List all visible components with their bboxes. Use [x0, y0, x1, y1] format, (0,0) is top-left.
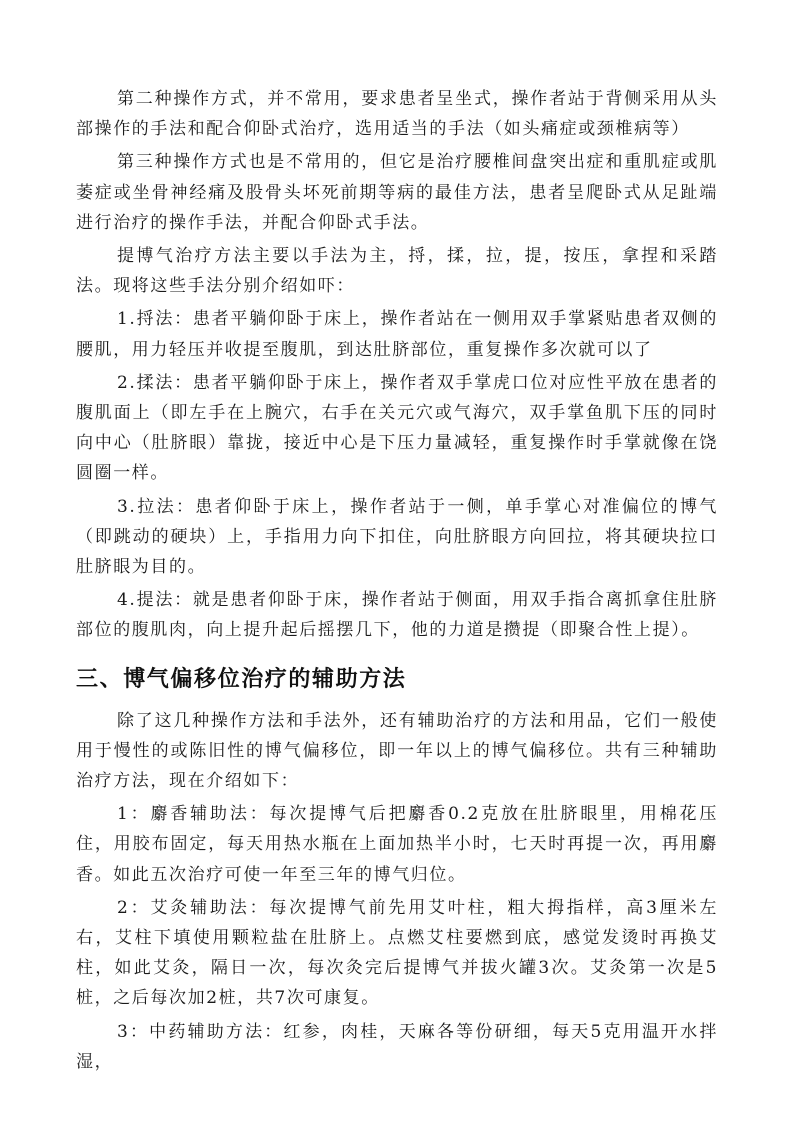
paragraph-technique-pulling: 3.拉法：患者仰卧于床上，操作者站于一侧，单手掌心对准偏位的博气（即跳动的硬块）上，手指用力向下扣住，向肚脐眼方向回拉，将其硬块拉口肚脐眼为目的。 — [76, 496, 718, 578]
paragraph-second-operation-method: 第二种操作方式，并不常用，要求患者呈坐式，操作者站于背侧采用从头部操作的手法和配合仰卧式治疗，选用适当的手法（如头痛症或颈椎病等） — [76, 89, 718, 140]
paragraph-technique-kneading: 2.揉法：患者平躺仰卧于床上，操作者双手掌虎口位对应性平放在患者的腹肌面上（即左手在上腕穴，右手在关元穴或气海穴，双手掌鱼肌下压的同时向中心（肚脐眼）靠拢，接近中心是下压力量减轻，重复操作时手掌就像在饶圆圈一样。 — [76, 372, 718, 484]
paragraph-techniques-intro: 提博气治疗方法主要以手法为主，捋，揉，拉，提，按压，拿捏和采踏法。现将这些手法分别介绍如吓： — [76, 246, 718, 297]
paragraph-moxibustion-method: 2：艾灸辅助法：每次提博气前先用艾叶柱，粗大拇指样，高3厘米左右，艾柱下填使用颗粒盐在肚脐上。点燃艾柱要燃到底，感觉发烫时再换艾柱，如此艾灸，隔日一次，每次灸完后提博气并拔火罐3次。艾灸第一次是5桩，之后每次加2桩，共7次可康复。 — [76, 897, 718, 1009]
document-page — [76, 84, 718, 1080]
paragraph-third-operation-method: 第三种操作方式也是不常用的，但它是治疗腰椎间盘突出症和重肌症或肌萎症或坐骨神经痛及股骨头坏死前期等病的最佳方法，患者呈爬卧式从足趾端进行治疗的操作手法，并配合仰卧式手法。 — [76, 152, 718, 233]
paragraph-technique-lifting: 4.提法：就是患者仰卧于床，操作者站于侧面，用双手指合离抓拿住肚脐部位的腹肌肉，向上提升起后摇摆几下，他的力道是攒提（即聚合性上提）。 — [76, 590, 718, 641]
paragraph-technique-stroking: 1.捋法：患者平躺仰卧于床上，操作者站在一侧用双手掌紧贴患者双侧的腰肌，用力轻压并收提至腹肌，到达肚脐部位，重复操作多次就可以了 — [76, 309, 718, 360]
paragraph-herbal-method: 3：中药辅助方法：红参，肉桂，天麻各等份研细，每天5克用温开水拌湿， — [76, 1021, 718, 1072]
paragraph-auxiliary-intro: 除了这几种操作方法和手法外，还有辅助治疗的方法和用品，它们一般使用于慢性的或陈旧性的博气偏移位，即一年以上的博气偏移位。共有三种辅助治疗方法，现在介绍如下： — [76, 710, 718, 792]
paragraph-musk-method: 1：麝香辅助法：每次提博气后把麝香0.2克放在肚脐眼里，用棉花压住，用胶布固定，每天用热水瓶在上面加热半小时，七天时再提一次，再用麝香。如此五次治疗可使一年至三年的博气归位。 — [76, 804, 718, 885]
section-heading-auxiliary-methods: 三、博气偏移位治疗的辅助方法 — [76, 666, 407, 692]
